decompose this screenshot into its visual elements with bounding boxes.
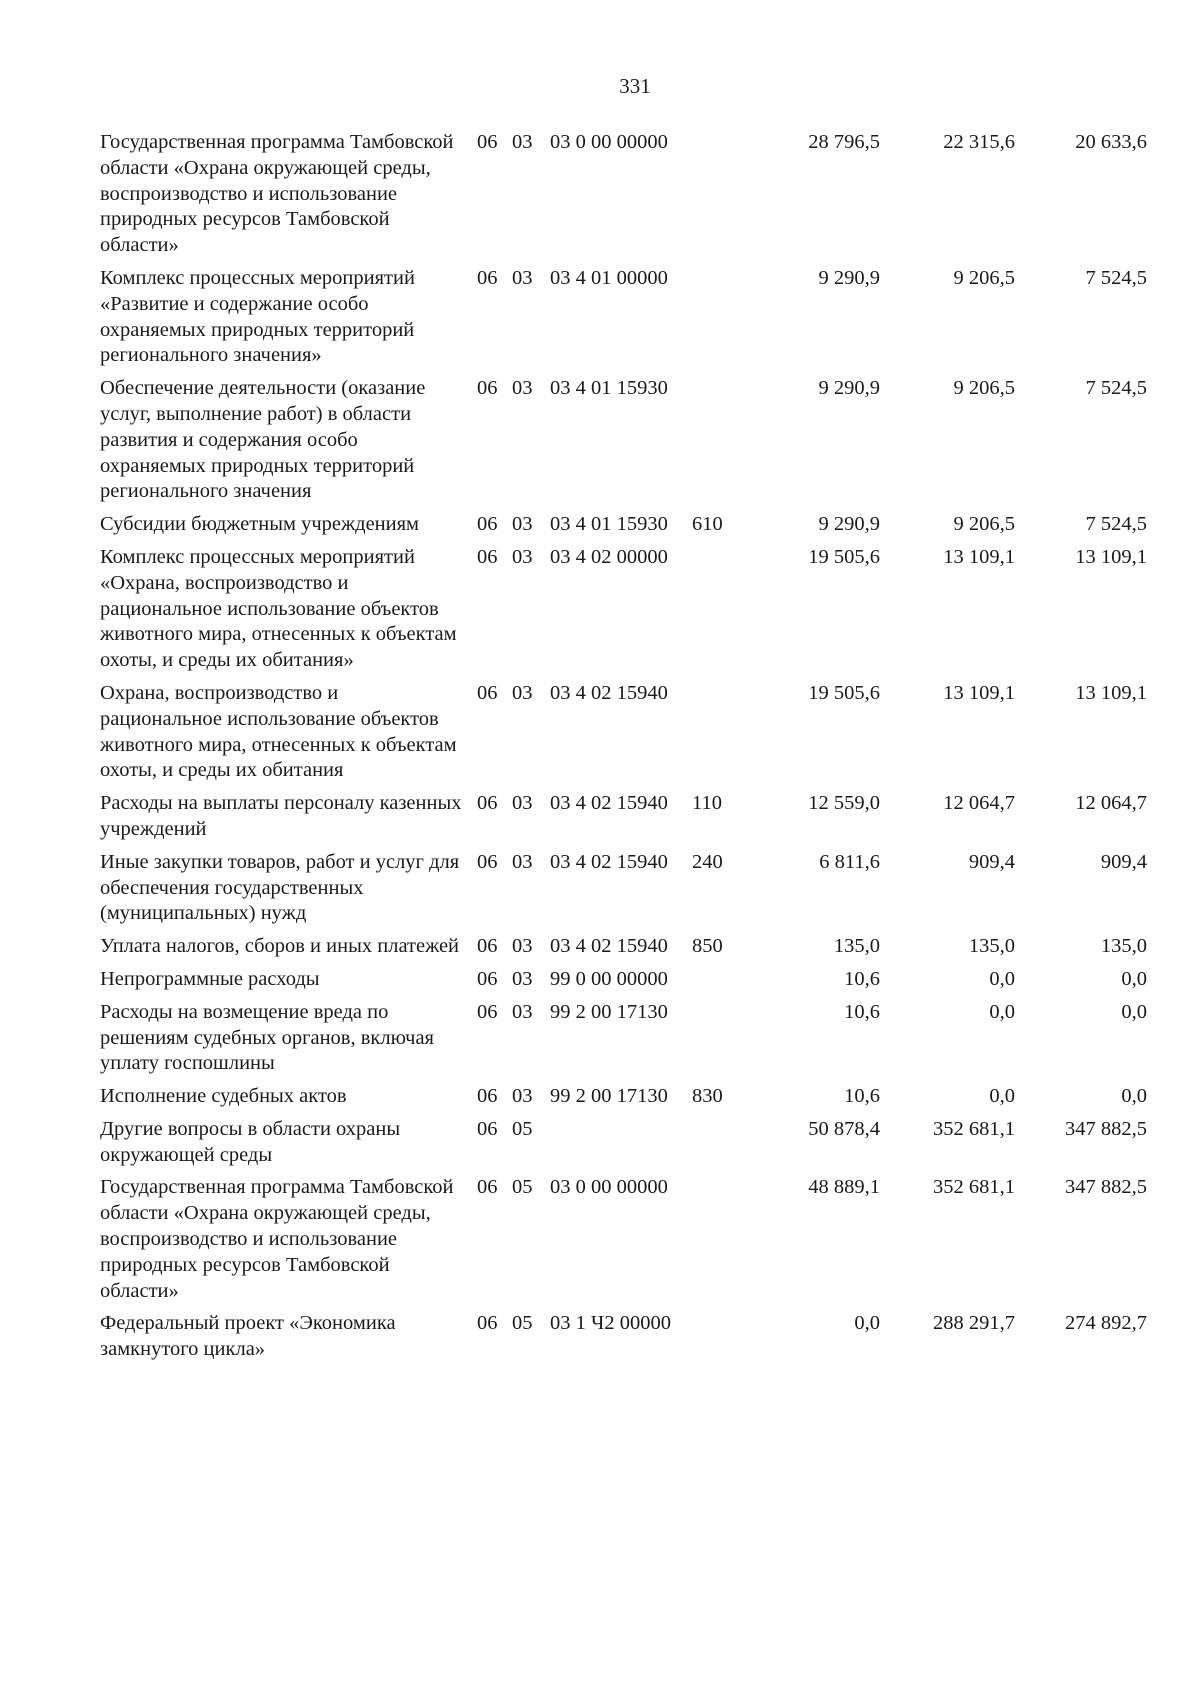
subsection-code: 03 — [512, 935, 533, 958]
amount-year-3: 135,0 — [1100, 935, 1147, 958]
subsection-code: 03 — [512, 266, 533, 289]
target-article-code: 03 4 01 00000 — [550, 266, 668, 289]
expense-name: Иные закупки товаров, работ и услуг для обеспечения государственных (муниципальных) нужд — [100, 850, 460, 925]
subsection-code: 03 — [512, 850, 533, 873]
table-row — [100, 681, 1150, 791]
amount-year-1: 9 290,9 — [818, 513, 880, 536]
expense-name: Расходы на возмещение вреда по решениям судебных органов, включая уплату госпошлины — [100, 1000, 434, 1075]
section-code: 06 — [477, 1117, 498, 1140]
amount-year-2: 9 206,5 — [953, 513, 1015, 536]
expense-type-code: 240 — [692, 850, 723, 873]
amount-year-3: 20 633,6 — [1075, 131, 1147, 153]
amount-year-2: 0,0 — [989, 1085, 1015, 1108]
expense-type-code — [692, 1117, 740, 1176]
amount-year-2: 0,0 — [989, 967, 1015, 990]
amount-year-2: 135,0 — [968, 935, 1015, 958]
amount-year-1: 28 796,5 — [808, 131, 880, 153]
expense-type-code: 110 — [692, 792, 722, 815]
amount-year-3: 13 109,1 — [1075, 681, 1147, 704]
amount-year-1: 10,6 — [844, 967, 880, 990]
amount-year-2: 13 109,1 — [943, 545, 1015, 568]
table-row — [100, 1311, 1150, 1370]
subsection-code: 03 — [512, 967, 533, 990]
section-code: 06 — [477, 1176, 498, 1199]
amount-year-2: 22 315,6 — [943, 131, 1015, 153]
amount-year-3: 12 064,7 — [1075, 792, 1147, 815]
table-row — [100, 1175, 1150, 1311]
section-code: 06 — [477, 545, 498, 568]
expense-type-code — [692, 1000, 740, 1084]
amount-year-3: 347 882,5 — [1065, 1117, 1147, 1140]
subsection-code: 05 — [512, 1117, 533, 1140]
subsection-code: 03 — [512, 1085, 533, 1108]
amount-year-2: 0,0 — [989, 1000, 1015, 1023]
amount-year-1: 9 290,9 — [818, 377, 880, 400]
amount-year-2: 12 064,7 — [943, 792, 1015, 815]
amount-year-3: 7 524,5 — [1085, 266, 1147, 289]
subsection-code: 05 — [512, 1176, 533, 1199]
subsection-code: 03 — [512, 681, 533, 704]
amount-year-3: 0,0 — [1121, 1085, 1147, 1108]
target-article-code: 03 4 02 15940 — [550, 935, 668, 958]
section-code: 06 — [477, 131, 498, 153]
expense-name: Федеральный проект «Экономика замкнутого цикла» — [100, 1312, 396, 1361]
amount-year-2: 352 681,1 — [933, 1176, 1015, 1199]
target-article-code: 03 0 00 00000 — [550, 131, 668, 153]
expense-name: Охрана, воспроизводство и рациональное использование объектов животного мира, отнесенных к объектам охоты, и среды их обитания — [100, 681, 457, 782]
expense-type-code — [692, 1311, 740, 1370]
table-row — [100, 791, 1150, 850]
section-code: 06 — [477, 935, 498, 958]
table-row — [100, 376, 1150, 512]
target-article-code: 03 4 01 15930 — [550, 377, 668, 400]
section-code: 06 — [477, 792, 498, 815]
subsection-code: 03 — [512, 377, 533, 400]
expense-type-code: 850 — [692, 935, 723, 958]
amount-year-2: 9 206,5 — [953, 266, 1015, 289]
section-code: 06 — [477, 1085, 498, 1108]
section-code: 06 — [477, 850, 498, 873]
amount-year-1: 135,0 — [833, 935, 880, 958]
subsection-code: 03 — [512, 513, 533, 536]
table-row — [100, 1000, 1150, 1084]
amount-year-1: 19 505,6 — [808, 681, 880, 704]
target-article-code: 99 2 00 17130 — [550, 1085, 668, 1108]
subsection-code: 05 — [512, 1312, 533, 1335]
target-article-code: 03 1 Ч2 00000 — [550, 1312, 671, 1335]
amount-year-3: 0,0 — [1121, 967, 1147, 990]
target-article-code: 03 4 01 15930 — [550, 513, 668, 536]
section-code: 06 — [477, 1312, 498, 1335]
amount-year-2: 13 109,1 — [943, 681, 1015, 704]
budget-table — [100, 130, 1150, 1370]
expense-name: Исполнение судебных актов — [100, 1085, 347, 1108]
target-article-code: 03 4 02 15940 — [550, 850, 668, 873]
table-row — [100, 967, 1150, 1000]
subsection-code: 03 — [512, 1000, 533, 1023]
amount-year-1: 50 878,4 — [808, 1117, 880, 1140]
amount-year-3: 7 524,5 — [1085, 513, 1147, 536]
expense-name: Непрограммные расходы — [100, 967, 320, 990]
expense-type-code — [692, 376, 740, 512]
amount-year-2: 352 681,1 — [933, 1117, 1015, 1140]
section-code: 06 — [477, 513, 498, 536]
amount-year-1: 10,6 — [844, 1085, 880, 1108]
target-article-code — [548, 1117, 692, 1176]
page-number: 331 — [619, 74, 651, 98]
expense-name: Комплекс процессных мероприятий «Развитие и содержание особо охраняемых природных территорий регионального значения» — [100, 266, 415, 367]
table-row — [100, 512, 1150, 545]
target-article-code: 99 0 00 00000 — [550, 967, 668, 990]
table-row — [100, 934, 1150, 967]
amount-year-3: 347 882,5 — [1065, 1176, 1147, 1199]
subsection-code: 03 — [512, 131, 533, 153]
table-row — [100, 266, 1150, 376]
expense-name: Государственная программа Тамбовской области «Охрана окружающей среды, воспроизводство и использование природных ресурсов Тамбовской области» — [100, 1176, 454, 1302]
amount-year-1: 0,0 — [854, 1312, 880, 1335]
expense-name: Обеспечение деятельности (оказание услуг, выполнение работ) в области развития и содержания особо охраняемых природных территорий регионального значения — [100, 377, 426, 503]
section-code: 06 — [477, 681, 498, 704]
expense-type-code — [692, 545, 740, 681]
target-article-code: 03 4 02 00000 — [550, 545, 668, 568]
table-row — [100, 130, 1150, 266]
expense-name: Субсидии бюджетным учреждениям — [100, 513, 420, 536]
target-article-code: 03 4 02 15940 — [550, 792, 668, 815]
section-code: 06 — [477, 1000, 498, 1023]
amount-year-1: 19 505,6 — [808, 545, 880, 568]
expense-type-code: 610 — [692, 513, 723, 536]
amount-year-1: 9 290,9 — [818, 266, 880, 289]
amount-year-3: 274 892,7 — [1065, 1312, 1147, 1335]
expense-name: Уплата налогов, сборов и иных платежей — [100, 935, 460, 958]
amount-year-3: 0,0 — [1121, 1000, 1147, 1023]
section-code: 06 — [477, 266, 498, 289]
expense-type-code — [692, 130, 740, 266]
target-article-code: 99 2 00 17130 — [550, 1000, 668, 1023]
amount-year-1: 10,6 — [844, 1000, 880, 1023]
amount-year-2: 909,4 — [968, 850, 1015, 873]
amount-year-3: 13 109,1 — [1075, 545, 1147, 568]
section-code: 06 — [477, 967, 498, 990]
expense-type-code — [692, 266, 740, 376]
subsection-code: 03 — [512, 545, 533, 568]
amount-year-1: 6 811,6 — [819, 850, 880, 873]
expense-name: Комплекс процессных мероприятий «Охрана, воспроизводство и рациональное использование объектов животного мира, отнесенных к объектам охоты, и среды их обитания» — [100, 545, 457, 672]
table-row — [100, 545, 1150, 681]
expense-type-code — [692, 1175, 740, 1311]
expense-name: Государственная программа Тамбовской области «Охрана окружающей среды, воспроизводство и использование природных ресурсов Тамбовской области» — [100, 131, 454, 257]
expense-type-code — [692, 681, 740, 791]
section-code: 06 — [477, 377, 498, 400]
table-row — [100, 1117, 1150, 1176]
subsection-code: 03 — [512, 792, 533, 815]
expense-name: Расходы на выплаты персоналу казенных учреждений — [100, 792, 462, 840]
expense-type-code: 830 — [692, 1085, 723, 1108]
expense-type-code — [692, 967, 740, 1000]
table-row — [100, 850, 1150, 934]
amount-year-3: 909,4 — [1100, 850, 1147, 873]
table-row — [100, 1084, 1150, 1117]
amount-year-3: 7 524,5 — [1085, 377, 1147, 400]
amount-year-2: 9 206,5 — [953, 377, 1015, 400]
target-article-code: 03 0 00 00000 — [550, 1176, 668, 1199]
amount-year-1: 48 889,1 — [808, 1176, 880, 1199]
amount-year-1: 12 559,0 — [808, 792, 880, 815]
target-article-code: 03 4 02 15940 — [550, 681, 668, 704]
expense-name: Другие вопросы в области охраны окружающей среды — [100, 1117, 401, 1166]
amount-year-2: 288 291,7 — [933, 1312, 1015, 1335]
